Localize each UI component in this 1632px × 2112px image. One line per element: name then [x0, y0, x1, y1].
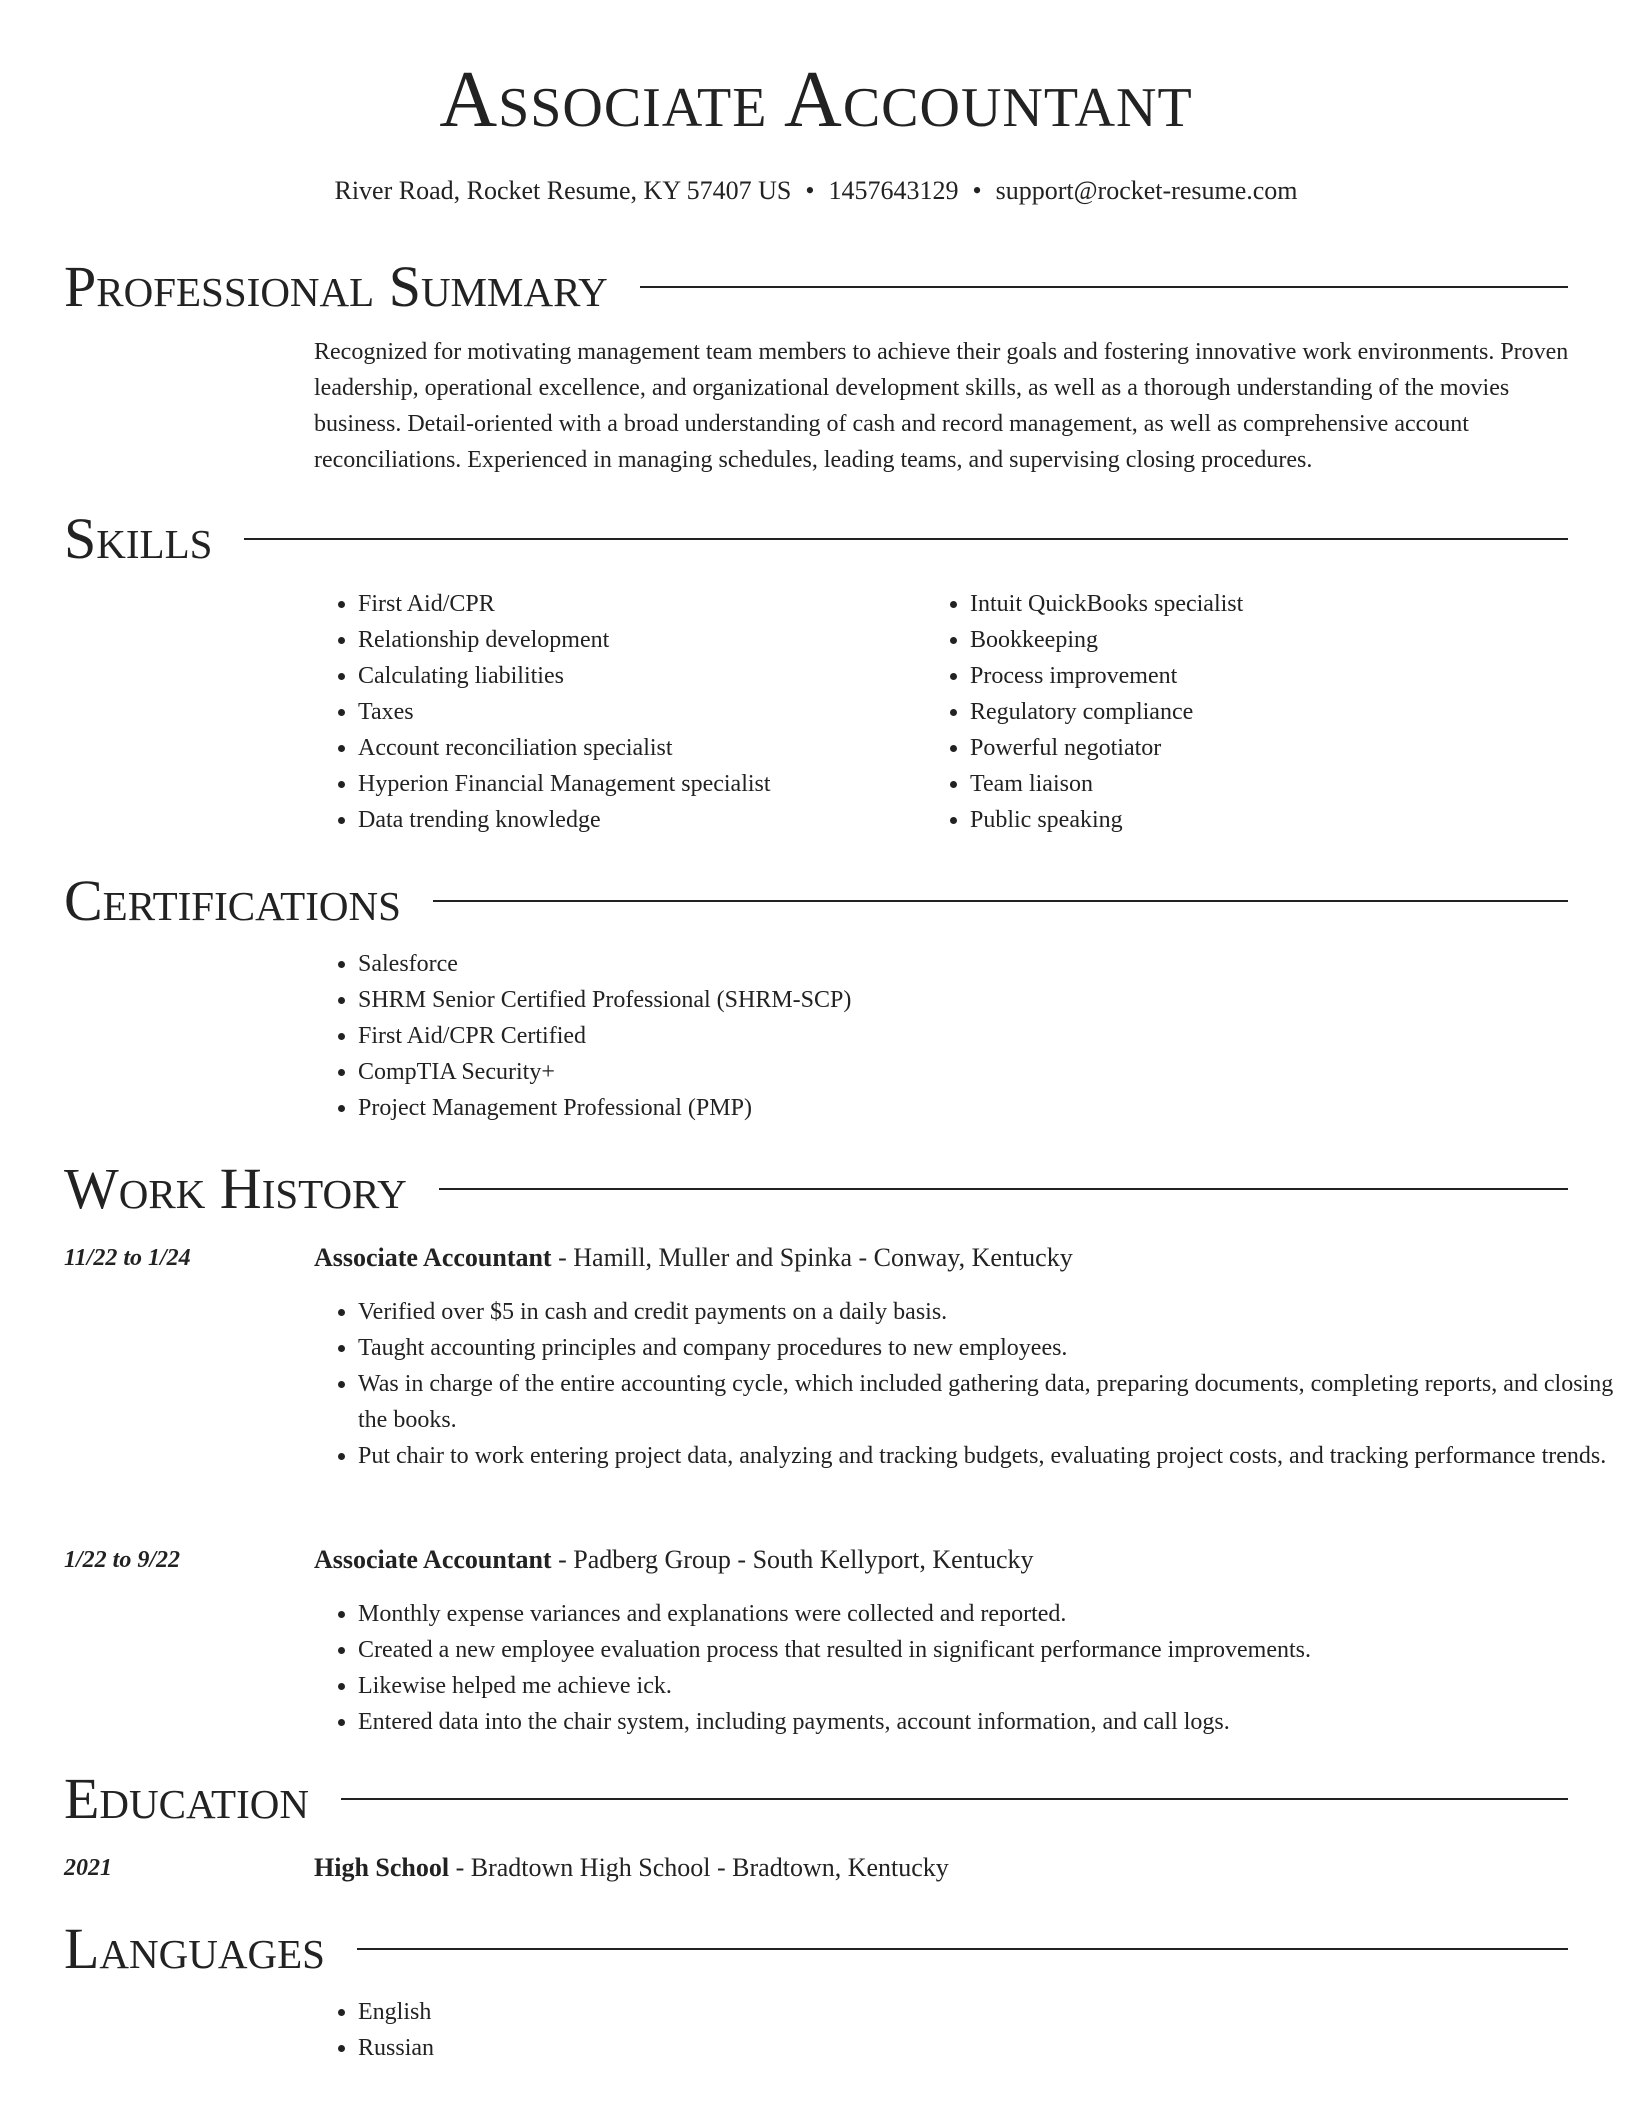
- skill-item: • Relationship development: [358, 622, 918, 658]
- skill-item: • Regulatory compliance: [970, 694, 1570, 730]
- job-heading: [314, 1542, 1033, 1578]
- job-bullets: [314, 1596, 1618, 1740]
- job-bullet: • Likewise helped me achieve ick.: [358, 1668, 1618, 1704]
- job-title: Associate Accountant: [314, 1545, 552, 1574]
- job-title: Associate Accountant: [314, 1243, 552, 1272]
- summary-section-header: [64, 254, 1568, 319]
- skill-item: • Intuit QuickBooks specialist: [970, 586, 1570, 622]
- contact-email: support@rocket-resume.com: [995, 176, 1298, 205]
- job-bullet: • Was in charge of the entire accounting cycle, which included gathering data, preparing documents, completing reports, and closing the books.: [358, 1366, 1618, 1438]
- languages-section-header: [64, 1916, 1568, 1981]
- education-year: 2021: [64, 1855, 112, 1881]
- contact-phone: 1457643129: [828, 176, 959, 205]
- language-item: • English: [358, 1994, 958, 2030]
- education-degree: High School: [314, 1853, 450, 1882]
- languages-list: [314, 1994, 958, 2066]
- contact-address: River Road, Rocket Resume, KY 57407 US: [334, 176, 792, 205]
- skill-item: • Calculating liabilities: [358, 658, 918, 694]
- section-divider: [244, 538, 1568, 540]
- skill-item: • Taxes: [358, 694, 918, 730]
- certification-item: • First Aid/CPR Certified: [358, 1018, 1558, 1054]
- skill-item: • Public speaking: [970, 802, 1570, 838]
- certifications-list: [314, 946, 1558, 1126]
- job-bullet: • Taught accounting principles and company procedures to new employees.: [358, 1330, 1618, 1366]
- certifications-section-header: [64, 868, 1568, 933]
- job-bullets: [314, 1294, 1618, 1474]
- education-line: [314, 1850, 949, 1886]
- skill-item: • Account reconciliation specialist: [358, 730, 918, 766]
- work-heading: Work History: [64, 1156, 407, 1221]
- skill-item: • Team liaison: [970, 766, 1570, 802]
- skill-item: • First Aid/CPR: [358, 586, 918, 622]
- skills-section-header: [64, 506, 1568, 571]
- certifications-heading: Certifications: [64, 868, 401, 933]
- job-bullet: • Monthly expense variances and explanations were collected and reported.: [358, 1596, 1618, 1632]
- job-dates: 1/22 to 9/22: [64, 1547, 181, 1573]
- section-divider: [640, 286, 1568, 288]
- skill-item: • Process improvement: [970, 658, 1570, 694]
- contact-separator: •: [972, 176, 982, 205]
- skill-item: • Bookkeeping: [970, 622, 1570, 658]
- section-divider: [433, 900, 1568, 902]
- skill-item: • Data trending knowledge: [358, 802, 918, 838]
- job-employer: - Hamill, Muller and Spinka - Conway, Kentucky: [551, 1243, 1073, 1272]
- resume-title: Associate Accountant: [439, 56, 1193, 144]
- section-divider: [439, 1188, 1568, 1190]
- education-school: - Bradtown High School - Bradtown, Kentucky: [449, 1853, 949, 1882]
- certification-item: • SHRM Senior Certified Professional (SHRM-SCP): [358, 982, 1558, 1018]
- skill-item: • Hyperion Financial Management specialist: [358, 766, 918, 802]
- job-employer: - Padberg Group - South Kellyport, Kentucky: [551, 1545, 1034, 1574]
- skills-list-left: [314, 586, 918, 838]
- education-section-header: [64, 1766, 1568, 1831]
- language-item: • Russian: [358, 2030, 958, 2066]
- job-bullet: • Verified over $5 in cash and credit payments on a daily basis.: [358, 1294, 1618, 1330]
- job-bullet: • Entered data into the chair system, including payments, account information, and call logs.: [358, 1704, 1618, 1740]
- skills-list-right: [926, 586, 1570, 838]
- summary-heading: Professional Summary: [64, 254, 608, 319]
- skills-heading: Skills: [64, 506, 213, 571]
- job-heading: [314, 1240, 1073, 1276]
- education-heading: Education: [64, 1766, 309, 1831]
- certification-item: • Salesforce: [358, 946, 1558, 982]
- summary-text: Recognized for motivating management team members to achieve their goals and fostering innovative work environments. Proven leadership, operational excellence, and organizational development skills, as well as a thorough understanding of the movies business. Detail-oriented with a broad understanding of cash and record management, as well as comprehensive account reconciliations. Experienced in managing schedules, leading teams, and supervising closing procedures.: [314, 339, 1569, 473]
- certification-item: • Project Management Professional (PMP): [358, 1090, 1558, 1126]
- languages-heading: Languages: [64, 1916, 325, 1981]
- job-bullet: • Put chair to work entering project data, analyzing and tracking budgets, evaluating project costs, and tracking performance trends.: [358, 1438, 1618, 1474]
- contact-line: [0, 174, 1632, 208]
- contact-separator: •: [805, 176, 815, 205]
- work-section-header: [64, 1156, 1568, 1221]
- certification-item: • CompTIA Security+: [358, 1054, 1558, 1090]
- job-dates: 11/22 to 1/24: [64, 1245, 191, 1271]
- section-divider: [341, 1798, 1568, 1800]
- job-bullet: • Created a new employee evaluation process that resulted in significant performance improvements.: [358, 1632, 1618, 1668]
- section-divider: [357, 1948, 1568, 1950]
- skill-item: • Powerful negotiator: [970, 730, 1570, 766]
